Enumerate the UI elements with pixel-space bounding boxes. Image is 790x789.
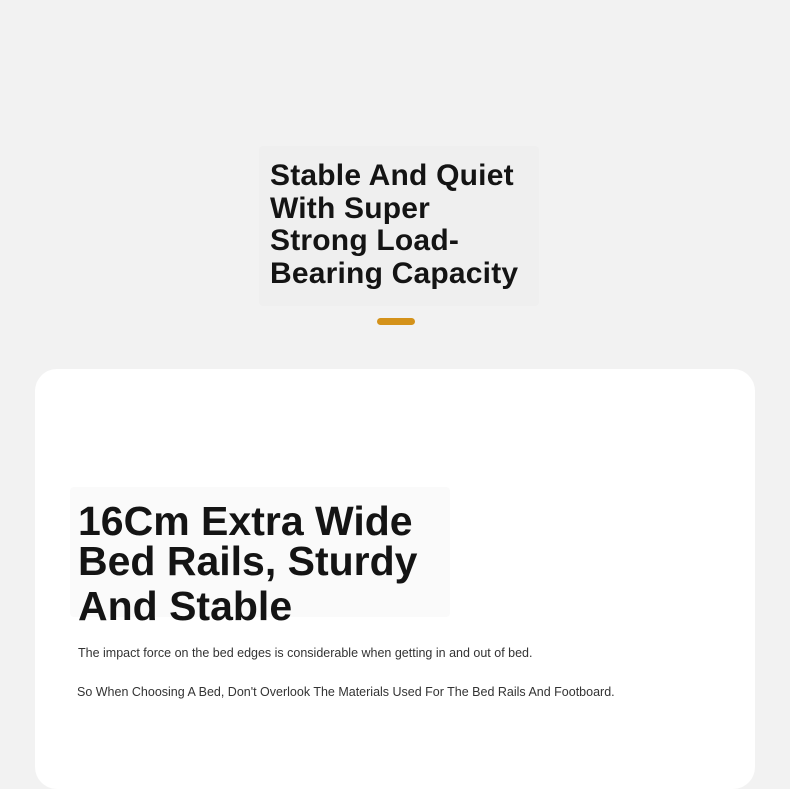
feature-paragraph-1: The impact force on the bed edges is considerable when getting in and out of bed. [78,646,533,660]
feature-title-line-2: Bed Rails, Sturdy [78,538,418,584]
section-heading-container [259,146,539,306]
feature-title-line-3: And Stable [78,583,293,629]
accent-divider [377,318,415,325]
section-heading: Stable And Quiet With Super Strong Load-Bearing Capacity [270,159,519,290]
feature-title-line-1: 16Cm Extra Wide [78,498,413,544]
feature-title [78,498,438,629]
feature-card [35,369,755,789]
feature-paragraph-2: So When Choosing A Bed, Don't Overlook The Materials Used For The Bed Rails And Footboard. [77,685,615,699]
